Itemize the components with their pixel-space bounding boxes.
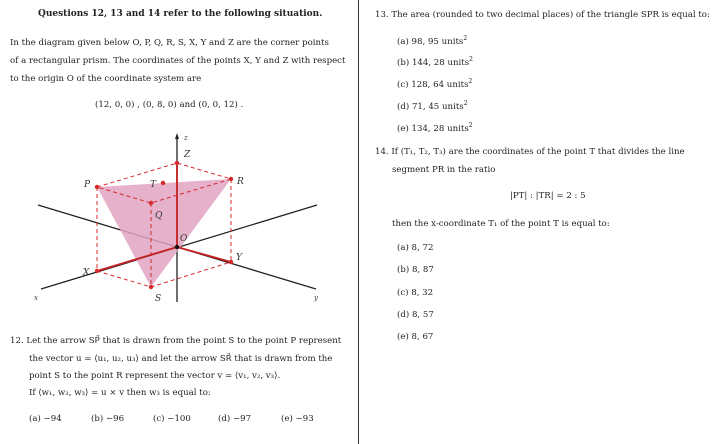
q13-option-c[interactable]: (c) 128, 64 units$^2$ bbox=[397, 78, 473, 90]
q12-option-a[interactable]: (a) −94 bbox=[29, 414, 62, 424]
q14-option-e[interactable]: (e) 8, 67 bbox=[397, 332, 434, 342]
q13-option-a[interactable]: (a) 98, 95 units$^2$ bbox=[397, 35, 468, 47]
option-value: (c) 128, 64 bbox=[397, 79, 445, 90]
q13-question: 13. The area (rounded to two decimal places) of the triangle SPR is equal to: bbox=[375, 10, 710, 20]
q14-then: then the x-coordinate T₁ of the point T is equal to: bbox=[392, 219, 610, 229]
triangle-spr bbox=[97, 179, 231, 287]
q13-option-e[interactable]: (e) 134, 28 units$^2$ bbox=[397, 122, 473, 134]
section-heading: Questions 12, 13 and 14 refer to the following situation. bbox=[38, 9, 323, 19]
option-value: (a) 98, 95 bbox=[397, 36, 439, 47]
label-T: T bbox=[150, 180, 157, 190]
q13-option-d[interactable]: (d) 71, 45 units$^2$ bbox=[397, 100, 468, 112]
label-P: P bbox=[84, 180, 91, 190]
unit: units bbox=[442, 101, 464, 112]
q12-line: point S to the point R represent the vector v = ⟨v₁, v₂, v₃⟩. bbox=[29, 371, 281, 381]
label-z-axis: z bbox=[184, 134, 188, 142]
label-Y: Y bbox=[236, 253, 242, 263]
q12-option-b[interactable]: (b) −96 bbox=[91, 414, 125, 424]
option-value: (b) 144, 28 bbox=[397, 57, 445, 68]
q14-option-b[interactable]: (b) 8, 87 bbox=[397, 265, 434, 275]
coordinates: (12, 0, 0) , (0, 8, 0) and (0, 0, 12) . bbox=[95, 100, 244, 110]
label-Z: Z bbox=[184, 150, 191, 160]
q14-option-d[interactable]: (d) 8, 57 bbox=[397, 310, 434, 320]
label-O: O bbox=[180, 234, 188, 244]
q14-option-c[interactable]: (c) 8, 32 bbox=[397, 288, 434, 298]
q12-line: 12. Let the arrow SP⃗ that is drawn from the point S to the point P represent bbox=[10, 336, 342, 346]
label-y-axis: y bbox=[314, 294, 318, 302]
q12-option-d[interactable]: (d) −97 bbox=[218, 414, 252, 424]
label-x-axis: x bbox=[34, 294, 38, 302]
q12-option-e[interactable]: (e) −93 bbox=[281, 414, 314, 424]
unit: units bbox=[447, 123, 469, 134]
z-axis-arrow-icon bbox=[175, 133, 179, 139]
q12-line: If ⟨w₁, w₂, w₃⟩ = u × v then w₃ is equal to: bbox=[29, 388, 211, 398]
q14-ratio: |PT| : |TR| = 2 : 5 bbox=[510, 191, 586, 201]
q14-option-a[interactable]: (a) 8, 72 bbox=[397, 243, 434, 253]
q12-option-c[interactable]: (c) −100 bbox=[153, 414, 191, 424]
column-divider bbox=[358, 0, 359, 444]
intro-line: In the diagram given below O, P, Q, R, S, X, Y and Z are the corner points bbox=[10, 38, 329, 48]
label-X: X bbox=[83, 268, 90, 278]
q14-line: segment PR in the ratio bbox=[392, 165, 496, 175]
option-value: (d) 71, 45 bbox=[397, 101, 440, 112]
q14-line: 14. If (T₁, T₂, T₃) are the coordinates of the point T that divides the line bbox=[375, 147, 685, 157]
unit: units bbox=[441, 36, 464, 47]
label-Q: Q bbox=[155, 211, 163, 221]
option-value: (e) 134, 28 bbox=[397, 123, 445, 134]
prism-diagram bbox=[0, 0, 360, 320]
label-R: R bbox=[237, 177, 244, 187]
label-S: S bbox=[155, 294, 162, 304]
unit: units bbox=[447, 57, 470, 68]
q12-line: the vector u = ⟨u₁, u₂, u₃⟩ and let the arrow SR⃗ that is drawn from the bbox=[29, 354, 333, 364]
q13-option-b[interactable]: (b) 144, 28 units$^2$ bbox=[397, 56, 473, 68]
intro-line: to the origin O of the coordinate system are bbox=[10, 74, 202, 84]
unit: units bbox=[446, 79, 469, 90]
intro-line: of a rectangular prism. The coordinates of the points X, Y and Z with respect bbox=[10, 56, 346, 66]
